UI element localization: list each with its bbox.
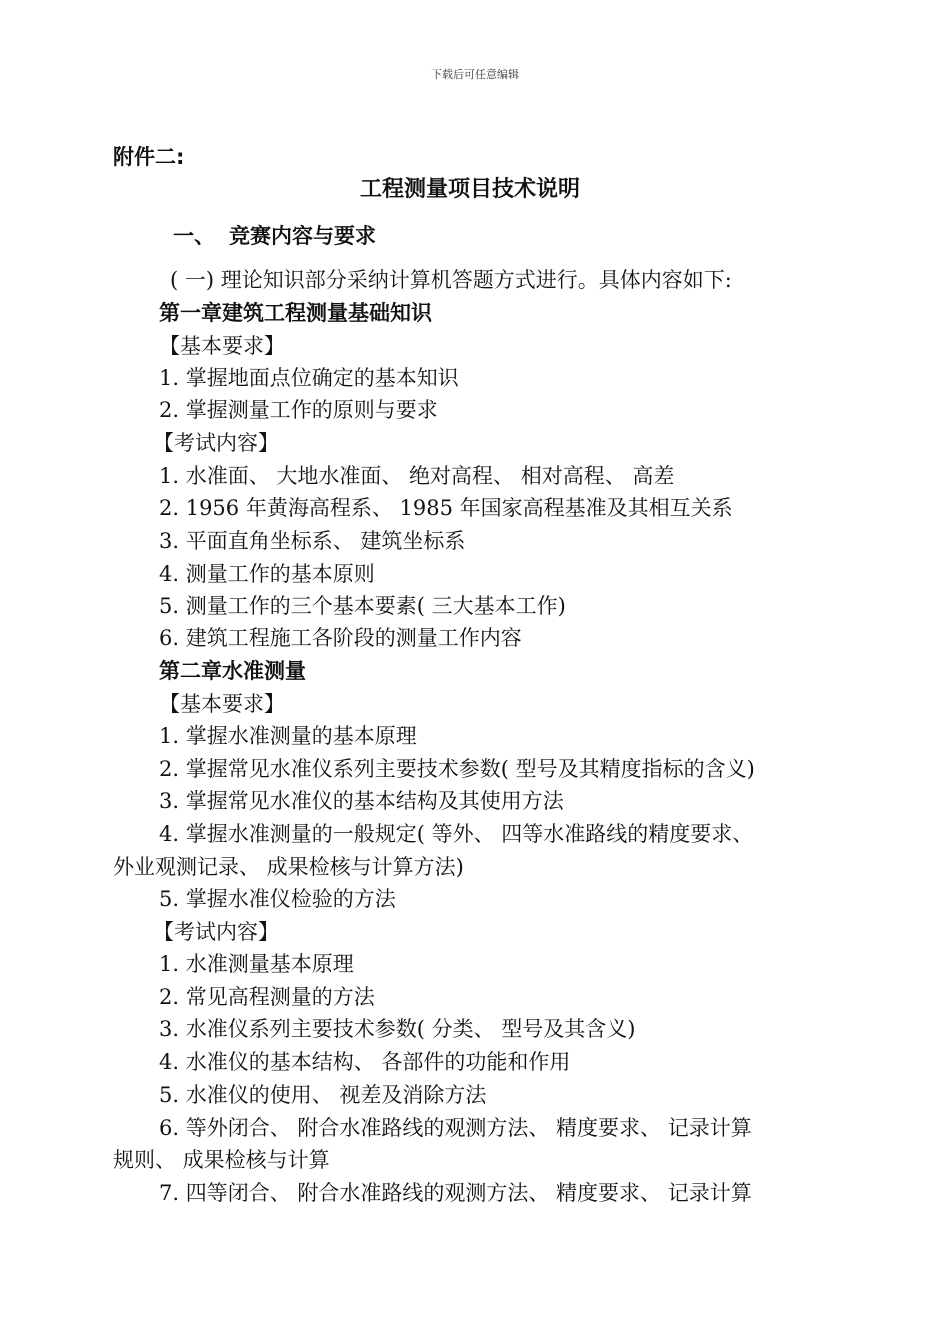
list-item: 1. 掌握地面点位确定的基本知识 — [159, 366, 459, 390]
list-item: 1. 水准测量基本原理 — [159, 952, 354, 976]
list-item-continuation: 外业观测记录、 成果检核与计算方法) — [113, 855, 464, 879]
section-title: 竞赛内容与要求 — [229, 224, 376, 248]
list-item: 3. 水准仪系列主要技术参数( 分类、 型号及其含义) — [159, 1017, 636, 1041]
list-item: 2. 1956 年黄海高程系、 1985 年国家高程基准及其相互关系 — [159, 496, 733, 520]
list-item: 5. 测量工作的三个基本要素( 三大基本工作) — [159, 594, 566, 618]
exam-content-label: 【考试内容】 — [153, 431, 279, 455]
list-item: 6. 建筑工程施工各阶段的测量工作内容 — [159, 626, 522, 650]
chapter-title: 第二章水准测量 — [159, 659, 306, 683]
list-item: 4. 掌握水准测量的一般规定( 等外、 四等水准路线的精度要求、 — [159, 822, 754, 846]
list-item: 2. 常见高程测量的方法 — [159, 985, 375, 1009]
section-number: 一、 — [173, 224, 215, 248]
list-item: 2. 掌握常见水准仪系列主要技术参数( 型号及其精度指标的含义) — [159, 757, 755, 781]
document-title: 工程测量项目技术说明 — [360, 177, 581, 202]
list-item: 4. 测量工作的基本原则 — [159, 562, 375, 586]
chapter-title: 第一章建筑工程测量基础知识 — [159, 301, 432, 325]
list-item: 5. 水准仪的使用、 视差及消除方法 — [159, 1083, 487, 1107]
list-item: 3. 平面直角坐标系、 建筑坐标系 — [159, 529, 466, 553]
list-item: 1. 掌握水准测量的基本原理 — [159, 724, 417, 748]
list-item: 5. 掌握水准仪检验的方法 — [159, 887, 396, 911]
list-item: 6. 等外闭合、 附合水准路线的观测方法、 精度要求、 记录计算 — [159, 1116, 752, 1140]
list-item: 7. 四等闭合、 附合水准路线的观测方法、 精度要求、 记录计算 — [159, 1181, 752, 1205]
page-header: 下载后可任意编辑 — [431, 68, 519, 81]
list-item: 2. 掌握测量工作的原则与要求 — [159, 398, 438, 422]
intro-paragraph: ( 一) 理论知识部分采纳计算机答题方式进行。具体内容如下: — [170, 268, 732, 292]
requirements-label: 【基本要求】 — [159, 334, 285, 358]
list-item: 4. 水准仪的基本结构、 各部件的功能和作用 — [159, 1050, 571, 1074]
requirements-label: 【基本要求】 — [159, 692, 285, 716]
list-item: 1. 水准面、 大地水准面、 绝对高程、 相对高程、 高差 — [159, 464, 675, 488]
list-item: 3. 掌握常见水准仪的基本结构及其使用方法 — [159, 789, 564, 813]
list-item-continuation: 规则、 成果检核与计算 — [113, 1148, 330, 1172]
exam-content-label: 【考试内容】 — [153, 920, 279, 944]
attachment-label: 附件二: — [113, 145, 185, 169]
